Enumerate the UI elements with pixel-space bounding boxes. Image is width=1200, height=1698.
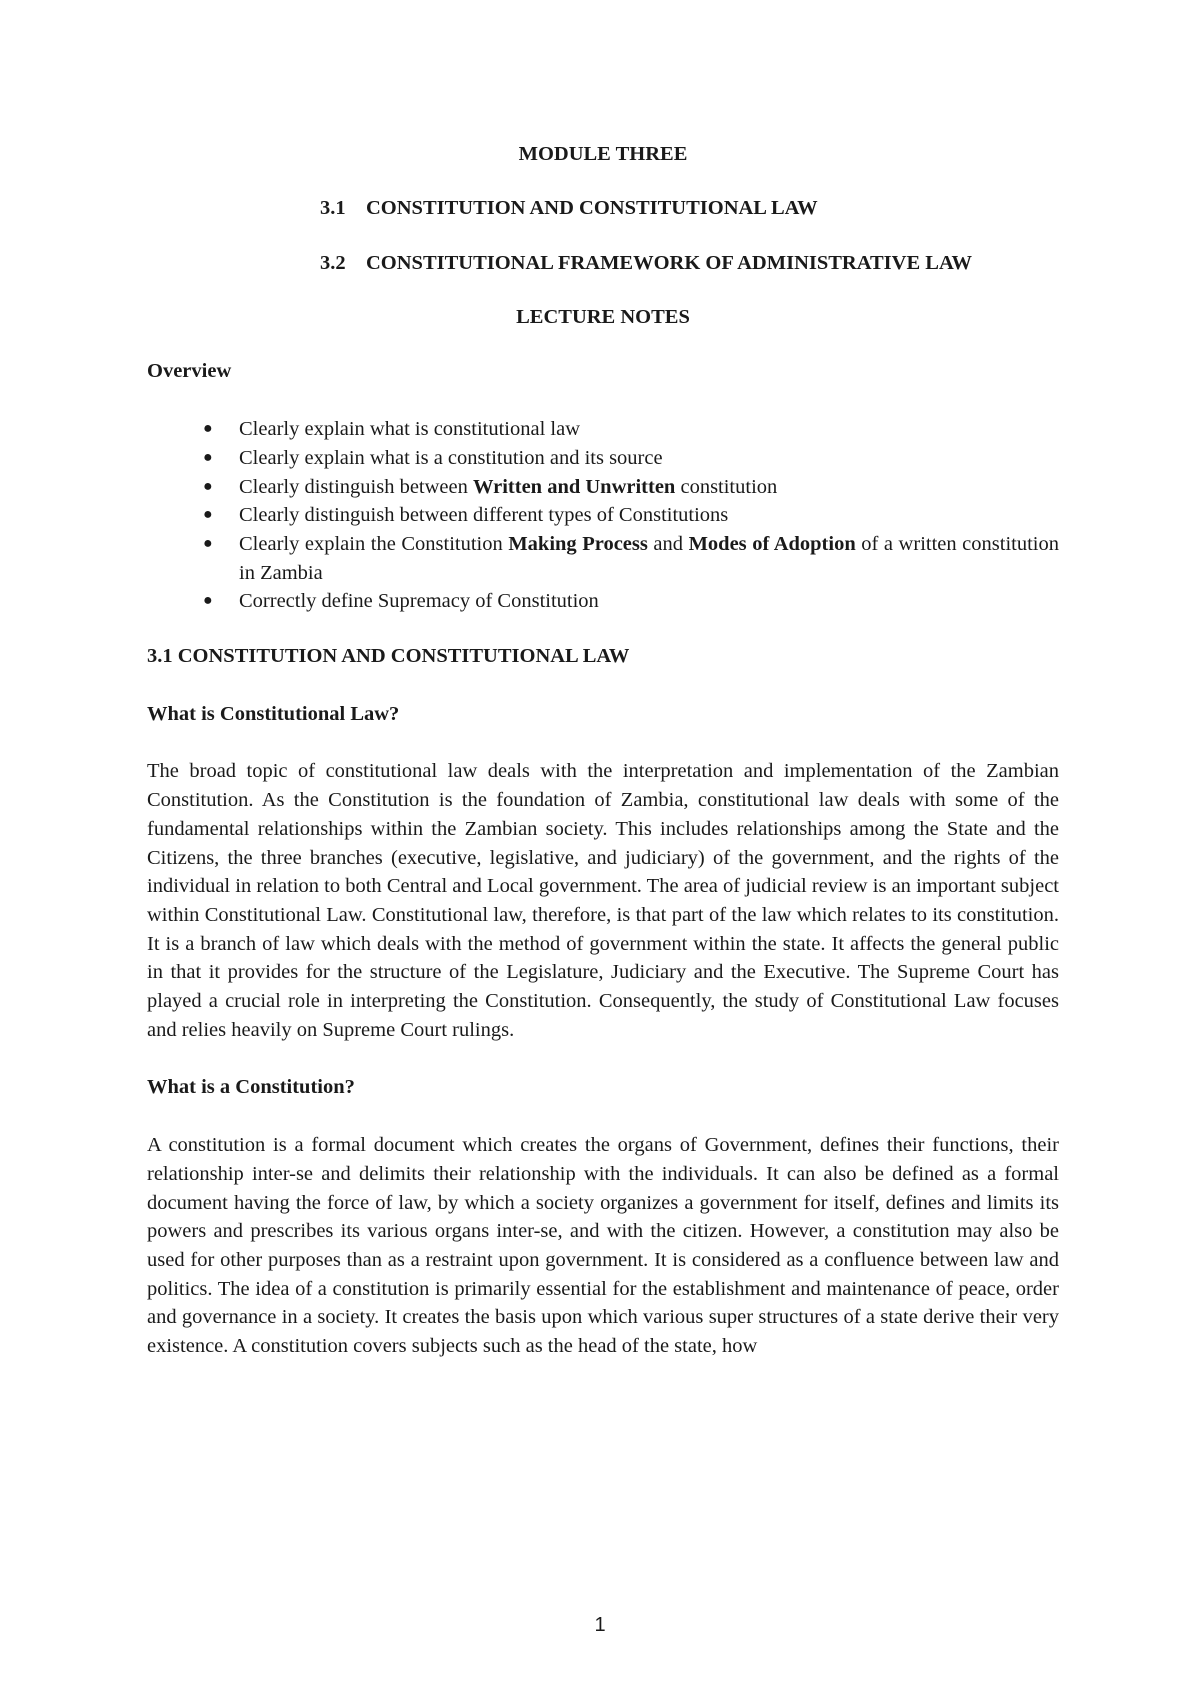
lecture-notes-title: LECTURE NOTES — [516, 306, 690, 329]
bullet-icon: ● — [203, 592, 213, 610]
list-item: ● Clearly distinguish between different types of Constitutions — [147, 501, 1059, 530]
section-number: 3.1 — [320, 197, 346, 219]
section-heading-3-1 — [147, 194, 1059, 223]
list-item: ● Clearly explain the Constitution Making Process and Modes of Adoption of a written constitution in Zambia — [147, 530, 1059, 587]
paragraph-constitution: A constitution is a formal document which creates the organs of Government, defines their functions, their relationship inter-se and delimits their relationship with the individuals. It can also be defined as a formal document having the force of law, by which a society organizes a government for itself, defines and limits its powers and prescribes its various organs inter-se, and with the citizen. However, a constitution may also be used for other purposes than as a restraint upon government. It is considered as a confluence between law and politics. The idea of a constitution is primarily essential for the establishment and maintenance of peace, order and governance in a society. It creates the basis upon which various super structures of a state derive their very existence. A constitution covers subjects such as the head of the state, how — [147, 1134, 1059, 1358]
section-title: CONSTITUTION AND CONSTITUTIONAL LAW — [366, 197, 818, 219]
section-title: CONSTITUTIONAL FRAMEWORK OF ADMINISTRATIVE LAW — [366, 251, 972, 274]
question-heading: What is a Constitution? — [147, 1076, 355, 1099]
overview-heading: Overview — [147, 360, 232, 383]
overview-list — [147, 415, 1059, 616]
paragraph-constitutional-law: The broad topic of constitutional law deals with the interpretation and implementation of the Zambian Constitution. As the Constitution is the foundation of Zambia, constitutional law deals with some of the fundamental relationships within the Zambian society. This includes relationships among the State and the Citizens, the three branches (executive, legislative, and judiciary) of the government, and the rights of the individual in relation to both Central and Local government. The area of judicial review is an important subject within Constitutional Law. Constitutional law, therefore, is that part of the law which relates to its constitution. It is a branch of law which deals with the method of government within the state. It affects the general public in that it provides for the structure of the Legislature, Judiciary and the Executive. The Supreme Court has played a crucial role in interpreting the Constitution. Consequently, the study of Constitutional Law focuses and relies heavily on Supreme Court rulings. — [147, 760, 1059, 1041]
document-content — [147, 140, 1059, 1361]
bullet-icon: ● — [203, 477, 213, 495]
module-title: MODULE THREE — [518, 143, 688, 165]
bullet-icon: ● — [203, 420, 213, 438]
question-heading: What is Constitutional Law? — [147, 702, 400, 725]
bullet-icon: ● — [203, 534, 213, 552]
section-number: 3.2 — [320, 251, 346, 274]
page-number: 1 — [594, 1614, 606, 1636]
section-31-heading: 3.1 CONSTITUTION AND CONSTITUTIONAL LAW — [147, 645, 630, 668]
list-item: ● Clearly distinguish between Written and Unwritten constitution — [147, 473, 1059, 502]
list-item: ● Correctly define Supremacy of Constitution — [147, 587, 1059, 616]
list-item: ● Clearly explain what is a constitution and its source — [147, 444, 1059, 473]
bullet-icon: ● — [203, 506, 213, 524]
list-item: ● Clearly explain what is constitutional law — [147, 415, 1059, 444]
section-heading-3-2 — [147, 249, 1059, 278]
bullet-icon: ● — [203, 448, 213, 466]
